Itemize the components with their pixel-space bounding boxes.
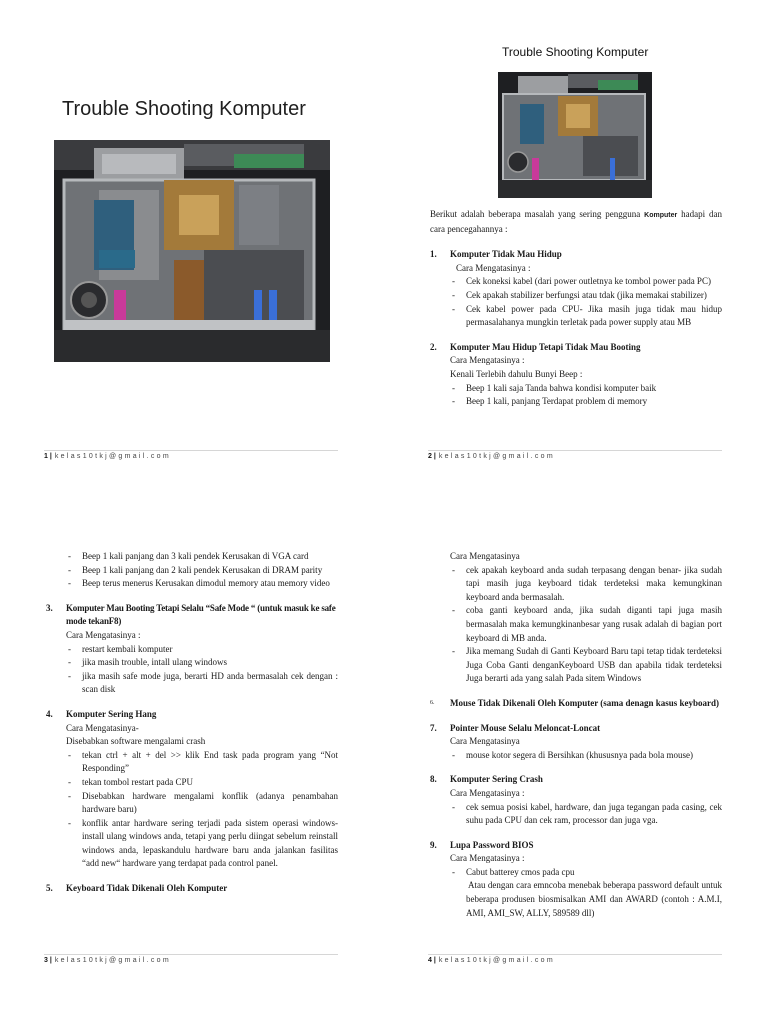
section-9 <box>430 839 722 921</box>
section-list <box>430 382 722 409</box>
list-item: - tekan ctrl + alt + del >> klik End task pada program yang “Not Responding” <box>66 749 338 776</box>
footer-email: kelas10tkj@gmail.com <box>438 453 556 460</box>
list-item: - coba ganti keyboard anda, jika sudah diganti tapi juga masih bermasalah maka kemungkinanbesar yang rusak adalah di bagian port keyboard di MB anda. <box>450 604 722 645</box>
section-5 <box>46 882 338 896</box>
page-footer <box>428 450 722 460</box>
section-subtitle: Cara Mengatasinya <box>450 551 520 561</box>
page-content <box>46 550 338 907</box>
section-title: 4. Komputer Sering Hang <box>46 708 157 719</box>
computer-case-interior-photo <box>54 140 330 362</box>
section-title: 6. Mouse Tidak Dikenali Oleh Komputer (sama denagn kasus keyboard) <box>430 697 720 708</box>
page-3 <box>0 512 384 1024</box>
list-item: - restart kembali komputer <box>66 643 338 657</box>
page-2 <box>384 0 768 512</box>
page-number: 2 <box>428 453 432 460</box>
list-item: - jika masih safe mode juga, berarti HD anda bermasalah cek dengan : scan disk <box>66 670 338 697</box>
section-title: 3. Komputer Mau Booting Tetapi Selalu “Safe Mode “ (untuk masuk ke safe mode tekanF8) <box>46 602 336 627</box>
section-title: 1. Komputer Tidak Mau Hidup <box>430 249 562 260</box>
page-footer <box>44 954 338 964</box>
section-5-continued <box>430 550 722 686</box>
page-footer <box>44 450 338 460</box>
page-1 <box>0 0 384 512</box>
page-number: 1 <box>44 453 48 460</box>
section-title: 5. Keyboard Tidak Dikenali Oleh Komputer <box>46 883 228 894</box>
section-7 <box>430 722 722 763</box>
page-content <box>430 208 722 420</box>
list-item: - jika masih trouble, intall ulang windows <box>66 656 338 670</box>
section-list <box>46 749 338 871</box>
section-2 <box>430 341 722 409</box>
section-title: 9. Lupa Password BIOS <box>430 839 534 850</box>
section-title: 2. Komputer Mau Hidup Tetapi Tidak Mau Booting <box>430 341 641 352</box>
footer-email: kelas10tkj@gmail.com <box>54 453 172 460</box>
list-item: - Beep 1 kali saja Tanda bahwa kondisi komputer baik <box>450 382 722 396</box>
beep-list <box>46 550 338 591</box>
section-list <box>430 275 722 329</box>
page-content <box>430 550 722 931</box>
section-list <box>430 749 722 763</box>
section-8 <box>430 773 722 827</box>
list-item: - Beep 1 kali panjang dan 2 kali pendek Kerusakan di DRAM parity <box>66 564 338 578</box>
section-list <box>430 564 722 686</box>
list-item: - cek apakah keyboard anda sudah terpasang dengan benar- jika sudah tapi masih juga keyboard tidak terdeteksi maka kemungkinan keyboard anda bermasalah. <box>450 564 722 605</box>
section-list <box>46 643 338 697</box>
section-6 <box>430 697 722 711</box>
footer-email: kelas10tkj@gmail.com <box>438 957 556 964</box>
list-item: - Cek kabel power pada CPU- Jika masih juga tidak mau hidup permasalahanya mungkin terletak pada power supply atau MB <box>450 303 722 330</box>
section-1 <box>430 248 722 330</box>
list-item: - Jika memang Sudah di Ganti Keyboard Baru tapi tetap tidak terdeteksi Juga Coba Ganti denganKeyboard USB dan apabila tidak terdeteksi Juga berarti ada yang salah Pada sitem Windows <box>450 645 722 686</box>
section-4 <box>46 708 338 871</box>
intro-keyword: Komputer <box>644 212 678 219</box>
page-title: Trouble Shooting Komputer <box>502 45 649 59</box>
page-4 <box>384 512 768 1024</box>
section-subtitle: Cara Mengatasinya <box>450 736 520 747</box>
list-item: - mouse kotor segera di Bersihkan (khususnya pada bola mouse) <box>450 749 722 763</box>
section-3 <box>46 602 338 697</box>
section-subtitle: Cara Mengatasinya : <box>450 853 525 864</box>
section-title: 7. Pointer Mouse Selalu Meloncat-Loncat <box>430 722 601 733</box>
list-item: - cek semua posisi kabel, hardware, dan juga tegangan pada casing, cek suhu pada CPU dan cek ram, processor dan juga vga. <box>450 801 722 828</box>
footer-email: kelas10tkj@gmail.com <box>54 957 172 964</box>
footer-separator: | <box>49 957 52 964</box>
page-number: 4 <box>428 957 432 964</box>
list-item: - Cek apakah stabilizer berfungsi atau tdak (jika memakai stabilizer) <box>450 289 722 303</box>
section-list <box>430 866 722 880</box>
section-subtitle: Cara Mengatasinya : <box>450 355 525 366</box>
computer-case-interior-photo <box>498 72 652 198</box>
section-title: 8. Komputer Sering Crash <box>430 774 543 785</box>
footer-separator: | <box>49 453 52 460</box>
page-title: Trouble Shooting Komputer <box>62 98 306 120</box>
list-item: - konflik antar hardware sering terjadi pada sistem operasi windows- install ulang windows anda, tetapi yang perlu diingat sebelum reinstall windows anda, lepaskandulu hardware baru anda jalankan fasilitas “add new“ hardware yang terdapat pada control panel. <box>66 817 338 871</box>
section-subtitle-2: Disebabkan software mengalami crash <box>66 736 206 747</box>
section-subtitle: Cara Mengatasinya- <box>66 722 139 733</box>
section-list <box>430 801 722 828</box>
page-footer <box>428 954 722 964</box>
list-item: - tekan tombol restart pada CPU <box>66 776 338 790</box>
page-number: 3 <box>44 957 48 964</box>
section-subtitle: Cara Mengatasinya : <box>456 262 531 273</box>
footer-separator: | <box>433 453 436 460</box>
footer-separator: | <box>433 957 436 964</box>
list-item: - Cabut batterey cmos pada cpu <box>450 866 722 880</box>
list-item: - Beep 1 kali, panjang Terdapat problem di memory <box>450 395 722 409</box>
intro-paragraph: Berikut adalah beberapa masalah yang sering pengguna Komputer hadapi dan cara pencegahannya : <box>430 209 723 234</box>
section-paragraph: Atau dengan cara emncoba menebak beberapa password default untuk beberapa produsen biosmisalkan AMI dan AWARD (contoh : A.M.I, AMI, AMI_SW, ALLY, 589589 dll) <box>466 880 722 918</box>
section-subtitle: Cara Mengatasinya : <box>66 629 141 640</box>
section-subtitle: Cara Mengatasinya : <box>450 787 525 798</box>
list-item: - Disebabkan hardware mengalami konflik (adanya penambahan hardware baru) <box>66 790 338 817</box>
list-item: - Beep 1 kali panjang dan 3 kali pendek Kerusakan di VGA card <box>66 550 338 564</box>
list-item: - Cek koneksi kabel (dari power outletnya ke tombol power pada PC) <box>450 275 722 289</box>
section-subtitle-2: Kenali Terlebih dahulu Bunyi Beep : <box>450 368 583 379</box>
list-item: - Beep terus menerus Kerusakan dimodul memory atau memory video <box>66 577 338 591</box>
